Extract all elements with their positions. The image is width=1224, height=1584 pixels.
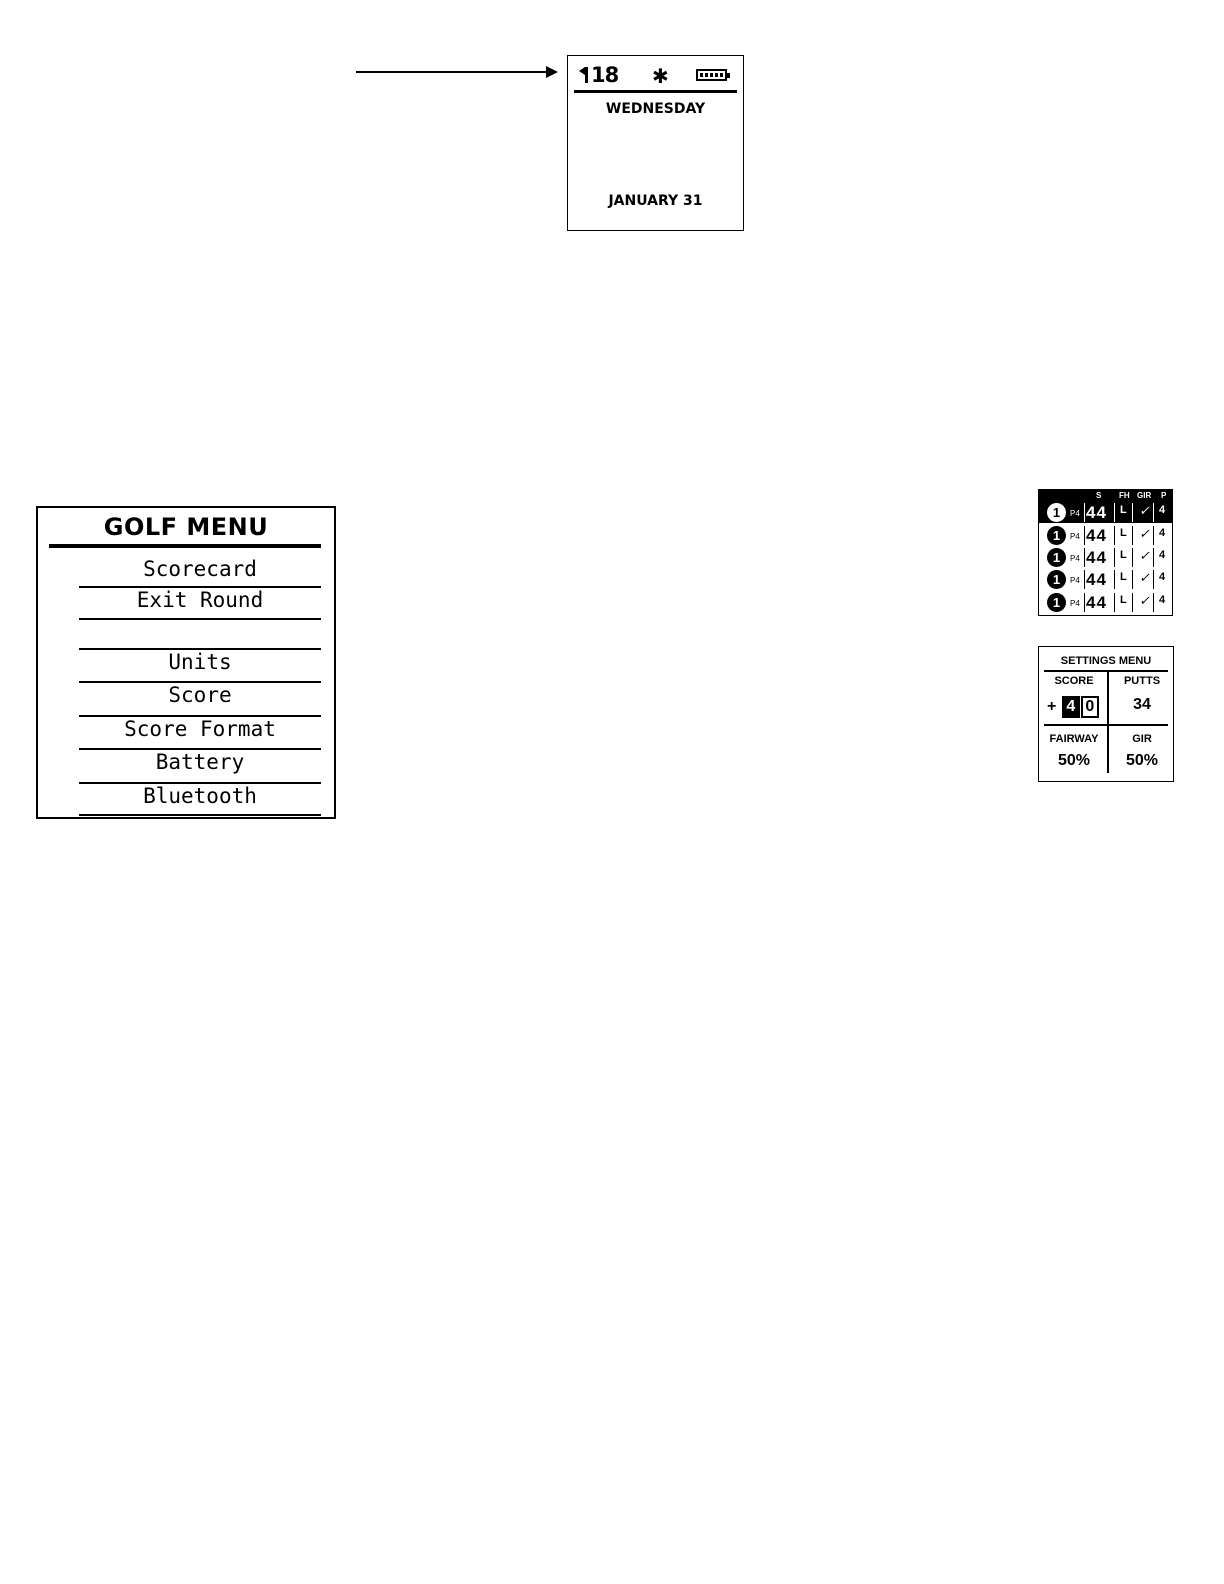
settings-menu-title: SETTINGS MENU	[1060, 655, 1152, 667]
fairway-value: 50%	[1057, 752, 1091, 769]
column-header-p: P	[1161, 491, 1167, 500]
status-bar	[574, 62, 737, 93]
menu-item-score[interactable]: Score	[79, 683, 321, 717]
par-label: P4	[1070, 509, 1080, 518]
gir-value: 50%	[1125, 752, 1159, 769]
divider	[1044, 724, 1168, 726]
strokes-value: 44	[1086, 526, 1107, 545]
putts-value: 34	[1133, 696, 1151, 713]
menu-item-scorecard[interactable]: Scorecard	[79, 557, 321, 588]
fairway-hit-value: L	[1120, 527, 1127, 539]
putts-value: 4	[1159, 504, 1166, 516]
par-label: P4	[1070, 599, 1080, 608]
menu-item-units[interactable]: Units	[79, 650, 321, 683]
home-screen	[567, 55, 744, 231]
par-label: P4	[1070, 532, 1080, 541]
hole-badge: 1	[1047, 570, 1066, 589]
pointer-arrow-head	[546, 66, 558, 78]
battery-icon	[696, 69, 727, 81]
strokes-value: 44	[1086, 570, 1107, 589]
gir-check-icon: ✓	[1139, 503, 1150, 518]
scorecard-screen	[1038, 489, 1173, 616]
score-digit-ones[interactable]: 0	[1081, 696, 1099, 718]
hole-badge: 1	[1047, 548, 1066, 567]
strokes-value: 44	[1086, 503, 1107, 522]
flag-icon	[585, 67, 588, 83]
putts-value: 4	[1159, 571, 1166, 583]
day-of-week: WEDNESDAY	[605, 101, 706, 117]
menu-item-score-format[interactable]: Score Format	[79, 717, 321, 750]
golf-menu	[36, 506, 336, 819]
score-label: SCORE	[1054, 675, 1094, 687]
scorecard-row[interactable]	[1039, 566, 1172, 588]
settings-menu-screen	[1038, 646, 1174, 782]
score-sign: +	[1047, 698, 1057, 715]
hole-badge: 1	[1047, 526, 1066, 545]
scorecard-row[interactable]	[1039, 589, 1172, 611]
menu-item-blank[interactable]	[79, 620, 321, 650]
hole-badge: 1	[1047, 593, 1066, 612]
gir-check-icon: ✓	[1139, 526, 1150, 541]
bluetooth-icon: ✱	[652, 64, 669, 88]
fairway-hit-value: L	[1120, 549, 1127, 561]
score-digit-tens[interactable]: 4	[1062, 696, 1080, 718]
date: JANUARY 31	[608, 193, 703, 209]
gir-label: GIR	[1132, 733, 1152, 745]
gir-check-icon: ✓	[1139, 570, 1150, 585]
golf-menu-title: GOLF MENU	[103, 513, 269, 541]
hole-badge: 1	[1047, 503, 1066, 522]
menu-item-battery[interactable]: Battery	[79, 750, 321, 784]
putts-value: 4	[1159, 549, 1166, 561]
scorecard-row[interactable]	[1039, 544, 1172, 566]
menu-item-exit-round[interactable]: Exit Round	[79, 588, 321, 620]
par-label: P4	[1070, 554, 1080, 563]
putts-value: 4	[1159, 527, 1166, 539]
column-header-s: S	[1096, 491, 1102, 500]
strokes-value: 44	[1086, 548, 1107, 567]
fairway-label: FAIRWAY	[1049, 733, 1099, 745]
menu-item-bluetooth[interactable]: Bluetooth	[79, 784, 321, 816]
scorecard-row-selected[interactable]	[1039, 499, 1172, 521]
fairway-hit-value: L	[1120, 571, 1127, 583]
fairway-hit-value: L	[1120, 594, 1127, 606]
column-header-gir: GIR	[1137, 491, 1152, 500]
score-value	[1047, 696, 1099, 718]
gir-check-icon: ✓	[1139, 593, 1150, 608]
hole-number: 18	[591, 63, 619, 87]
scorecard-row[interactable]	[1039, 522, 1172, 544]
gir-check-icon: ✓	[1139, 548, 1150, 563]
divider	[1044, 670, 1168, 672]
title-divider	[49, 544, 321, 548]
column-header-fh: FH	[1119, 491, 1130, 500]
pointer-arrow-line	[356, 71, 548, 73]
strokes-value: 44	[1086, 593, 1107, 612]
putts-value: 4	[1159, 594, 1166, 606]
par-label: P4	[1070, 576, 1080, 585]
putts-label: PUTTS	[1123, 675, 1161, 687]
fairway-hit-value: L	[1120, 504, 1127, 516]
